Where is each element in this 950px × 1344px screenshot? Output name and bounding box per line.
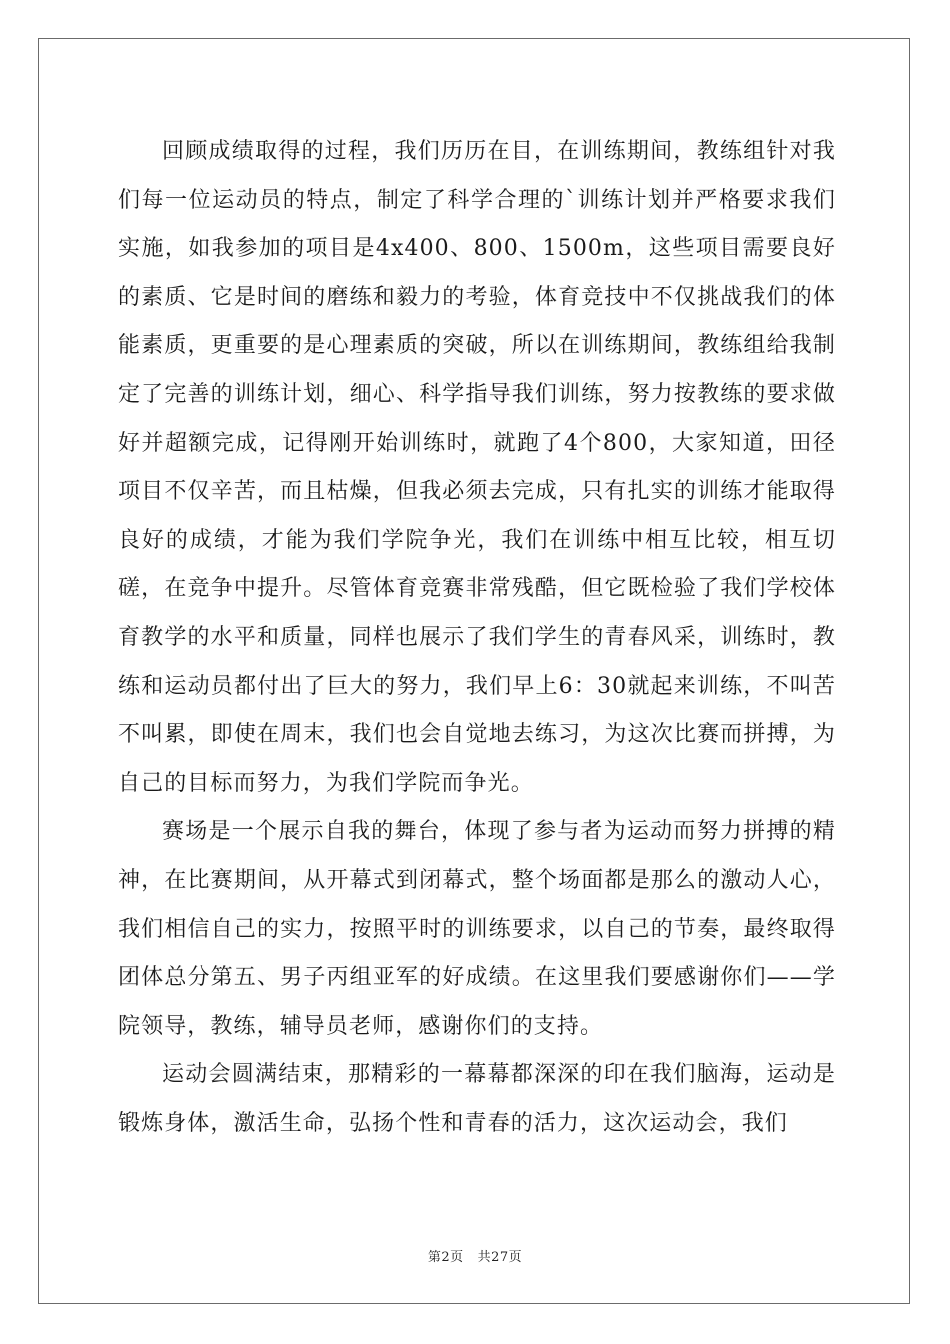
paragraph-1: 回顾成绩取得的过程，我们历历在目，在训练期间，教练组针对我们每一位运动员的特点，制定了科学合理的`训练计划并严格要求我们实施，如我参加的项目是4x400、800、1500m，这些项目需要良好的素质、它是时间的磨练和毅力的考验，体育竞技中不仅挑战我们的体能素质，更重要的是心理素质的突破，所以在训练期间，教练组给我制定了完善的训练计划，细心、科学指导我们训练，努力按教练的要求做好并超额完成，记得刚开始训练时，就跑了4个800，大家知道，田径项目不仅辛苦，而且枯燥，但我必须去完成，只有扎实的训练才能取得良好的成绩，才能为我们学院争光，我们在训练中相互比较，相互切磋，在竞争中提升。尽管体育竞赛非常残酷，但它既检验了我们学校体育教学的水平和质量，同样也展示了我们学生的青春风采，训练时，教练和运动员都付出了巨大的努力，我们早上6：30就起来训练，不叫苦不叫累，即使在周末，我们也会自觉地去练习，为这次比赛而拼搏，为自己的目标而努力，为我们学院而争光。: [118, 139, 836, 796]
paragraph-2: 赛场是一个展示自我的舞台，体现了参与者为运动而努力拼搏的精神，在比赛期间，从开幕式到闭幕式，整个场面都是那么的激动人心，我们相信自己的实力，按照平时的训练要求，以自己的节奏，最终取得团体总分第五、男子丙组亚军的好成绩。在这里我们要感谢你们——学院领导，教练，辅导员老师，感谢你们的支持。: [118, 819, 836, 1039]
current-page-label: 第2页: [427, 1250, 464, 1265]
paragraph-3: 运动会圆满结束，那精彩的一幕幕都深深的印在我们脑海，运动是锻炼身体，激活生命，弘扬个性和青春的活力，这次运动会，我们: [118, 1062, 836, 1136]
document-body: [118, 128, 836, 1148]
page-footer: [0, 1246, 950, 1265]
total-pages-label: 共27页: [477, 1250, 523, 1265]
